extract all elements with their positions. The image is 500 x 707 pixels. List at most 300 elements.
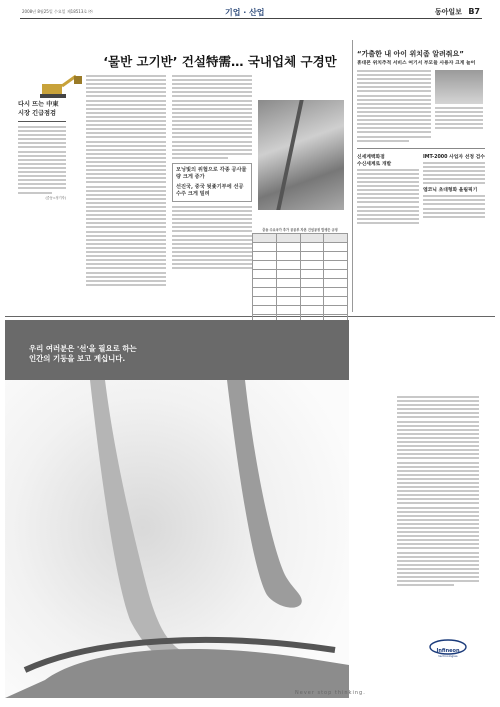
text-line <box>357 119 431 121</box>
table-cell <box>276 288 300 297</box>
text-line <box>397 502 479 504</box>
text-line <box>397 511 479 513</box>
text-line <box>397 421 479 423</box>
text-line <box>18 183 66 185</box>
text-line <box>172 120 252 122</box>
text-line <box>86 206 166 208</box>
text-line <box>357 82 431 84</box>
text-line <box>397 396 479 398</box>
ad-slogan: Never stop thinking. <box>295 690 366 696</box>
text-line <box>397 490 479 492</box>
text-line <box>357 78 431 80</box>
right-subcolumn <box>357 70 431 144</box>
text-line <box>86 116 166 118</box>
text-line <box>86 75 166 77</box>
text-line <box>18 134 66 136</box>
page-header <box>20 6 482 19</box>
text-line <box>172 116 252 118</box>
text-line <box>172 243 252 245</box>
right-section-title: IMT-2000 사업자 선정 검수 <box>423 154 485 160</box>
text-line <box>86 177 166 179</box>
right-section-rule <box>357 148 485 149</box>
text-line <box>357 140 409 142</box>
table-cell <box>253 306 277 315</box>
text-line <box>86 141 166 143</box>
text-line <box>86 145 166 147</box>
excavator-tracks <box>40 94 66 98</box>
text-line <box>172 239 252 241</box>
text-line <box>357 131 431 133</box>
text-line <box>172 157 228 159</box>
text-line <box>86 165 166 167</box>
text-line <box>86 280 166 282</box>
text-line <box>86 267 166 269</box>
text-line <box>397 412 479 414</box>
table-row <box>253 288 348 297</box>
text-line <box>423 162 485 164</box>
text-line <box>86 259 166 261</box>
text-line <box>86 194 166 196</box>
text-line <box>86 83 166 85</box>
text-line <box>172 222 252 224</box>
text-line <box>357 169 419 171</box>
text-line <box>172 263 252 265</box>
text-line <box>172 108 252 110</box>
text-line <box>86 149 166 151</box>
text-line <box>86 157 166 159</box>
right-subcolumn <box>423 153 485 226</box>
text-line <box>397 445 479 447</box>
text-line <box>357 197 419 199</box>
text-line <box>86 104 166 106</box>
table-row <box>253 234 348 243</box>
text-line <box>397 425 479 427</box>
text-line <box>357 123 431 125</box>
right-section-title: 신세계백화점 <box>357 154 385 160</box>
text-line <box>172 218 252 220</box>
text-line <box>86 108 166 110</box>
text-line <box>86 95 166 97</box>
article-column-1 <box>86 75 166 307</box>
table-cell <box>324 261 348 270</box>
sidebar-box-title: 모닝빛의 위협으로 각종 공사물량 크게 증가 <box>176 166 247 180</box>
table-cell <box>276 279 300 288</box>
left-column-title: 다시 뜨는 中東 시장 긴급점검 <box>18 101 59 117</box>
text-line <box>86 231 166 233</box>
text-line <box>172 132 252 134</box>
text-line <box>397 486 479 488</box>
text-line <box>435 127 483 129</box>
text-line <box>397 482 479 484</box>
ad-photo <box>5 320 349 698</box>
table-cell <box>324 243 348 252</box>
right-section-title: 수신세계로 개발 <box>357 161 392 167</box>
table-cell <box>300 261 324 270</box>
table-cell <box>253 252 277 261</box>
construction-photo <box>258 100 344 210</box>
text-line <box>86 190 166 192</box>
text-line <box>397 466 479 468</box>
text-line <box>86 169 166 171</box>
text-line <box>86 239 166 241</box>
right-quote-headline: “가출한 내 아이 위치좀 알려줘요” <box>357 50 464 58</box>
right-section-title: 엠코닉 초대형화 올림픽기 <box>423 188 478 194</box>
text-line <box>18 155 66 157</box>
text-line <box>397 462 479 464</box>
text-line <box>18 146 66 148</box>
column-divider <box>352 40 353 312</box>
masthead <box>435 7 480 17</box>
text-line <box>18 179 66 181</box>
text-line <box>172 87 252 89</box>
table-cell <box>253 243 277 252</box>
text-line <box>357 185 419 187</box>
table-cell <box>324 252 348 261</box>
text-line <box>397 507 479 509</box>
table-title: 중동 주요국가 추가 공공부 자본 건설공정 발생은 규정 <box>262 228 338 232</box>
page-number: B7 <box>468 7 480 16</box>
text-line <box>18 175 66 177</box>
text-line <box>172 226 252 228</box>
text-line <box>86 222 166 224</box>
text-line <box>397 433 479 435</box>
text-line <box>86 226 166 228</box>
table-cell <box>300 234 324 243</box>
table-cell <box>300 270 324 279</box>
text-line <box>172 206 252 208</box>
table-cell <box>253 261 277 270</box>
table-cell <box>300 252 324 261</box>
text-line <box>18 192 52 194</box>
text-line <box>18 138 66 140</box>
right-photo-column <box>435 70 483 144</box>
text-line <box>86 153 166 155</box>
text-line <box>172 112 252 114</box>
text-line <box>172 153 252 155</box>
text-line <box>397 408 479 410</box>
text-line <box>86 112 166 114</box>
table-cell <box>276 243 300 252</box>
text-line <box>357 107 431 109</box>
table-row <box>253 306 348 315</box>
text-line <box>18 126 66 128</box>
text-line <box>397 556 479 558</box>
text-line <box>18 151 66 153</box>
text-line <box>397 580 479 582</box>
ad-body-copy <box>397 396 479 626</box>
text-line <box>397 404 479 406</box>
text-line <box>397 527 479 529</box>
text-line <box>86 198 166 200</box>
text-line <box>172 83 252 85</box>
text-line <box>172 141 252 143</box>
table-cell <box>253 270 277 279</box>
phone-photo <box>435 70 483 104</box>
text-line <box>18 130 66 132</box>
text-line <box>397 457 479 459</box>
text-line <box>172 136 252 138</box>
table-cell <box>300 297 324 306</box>
text-line <box>86 247 166 249</box>
table-row <box>253 252 348 261</box>
text-line <box>423 166 485 168</box>
data-table <box>252 233 348 324</box>
text-line <box>397 568 479 570</box>
text-line <box>86 251 166 253</box>
table-row <box>253 297 348 306</box>
right-foot <box>227 380 302 608</box>
text-line <box>86 173 166 175</box>
text-line <box>357 181 419 183</box>
text-line <box>357 218 419 220</box>
right-subcolumn <box>357 153 419 226</box>
text-line <box>397 474 479 476</box>
text-line <box>172 95 252 97</box>
text-line <box>172 235 252 237</box>
text-line <box>357 74 431 76</box>
text-line <box>172 124 252 126</box>
text-line <box>86 210 166 212</box>
text-line <box>357 201 419 203</box>
text-line <box>357 90 431 92</box>
ad-feet-illustration <box>5 320 349 698</box>
text-line <box>357 210 419 212</box>
text-line <box>86 284 166 286</box>
text-line <box>357 214 419 216</box>
table-cell <box>253 297 277 306</box>
right-text-block-2 <box>357 153 485 226</box>
text-line <box>397 523 479 525</box>
text-line <box>397 429 479 431</box>
table-cell <box>276 234 300 243</box>
text-line <box>86 243 166 245</box>
text-line <box>397 441 479 443</box>
table-row <box>253 243 348 252</box>
text-line <box>423 199 485 201</box>
ad-tagline <box>29 344 209 364</box>
text-line <box>357 95 431 97</box>
text-line <box>357 177 419 179</box>
text-line <box>397 494 479 496</box>
text-line <box>397 547 479 549</box>
text-line <box>86 124 166 126</box>
text-line <box>423 212 485 214</box>
text-line <box>423 195 485 197</box>
text-line <box>172 230 252 232</box>
text-line <box>86 235 166 237</box>
text-line <box>172 149 252 151</box>
text-line <box>172 104 252 106</box>
table-cell <box>324 270 348 279</box>
text-line <box>397 470 479 472</box>
table-cell <box>253 288 277 297</box>
byline: (중동=정기자) <box>45 195 66 200</box>
text-line <box>172 100 252 102</box>
text-line <box>172 259 252 261</box>
text-line <box>86 87 166 89</box>
text-line <box>423 174 485 176</box>
excavator-illustration <box>36 72 86 100</box>
text-line <box>397 560 479 562</box>
text-line <box>397 515 479 517</box>
text-line <box>397 535 479 537</box>
text-line <box>18 159 66 161</box>
text-line <box>397 498 479 500</box>
text-line <box>86 132 166 134</box>
text-line <box>86 100 166 102</box>
text-line <box>86 79 166 81</box>
page-divider <box>5 316 495 317</box>
text-line <box>18 171 66 173</box>
text-line <box>357 127 431 129</box>
text-line <box>435 111 483 113</box>
text-line <box>86 91 166 93</box>
text-line <box>397 552 479 554</box>
text-line <box>423 208 485 210</box>
text-line <box>397 576 479 578</box>
excavator-arm <box>62 76 76 86</box>
paper-name: 동아일보 <box>434 8 462 16</box>
text-line <box>172 267 252 269</box>
text-line <box>397 449 479 451</box>
main-headline: ‘물반 고기반’ 건설特需… 국내업체 구경만 <box>103 54 337 69</box>
text-line <box>423 178 485 180</box>
sidebar-box <box>172 163 252 202</box>
text-line <box>357 206 419 208</box>
text-line <box>435 115 483 117</box>
text-line <box>397 453 479 455</box>
text-line <box>357 103 431 105</box>
left-foot <box>90 380 185 663</box>
text-line <box>357 115 431 117</box>
table-cell <box>276 306 300 315</box>
text-line <box>357 173 419 175</box>
right-subhead: 휴대폰 위치추적 서비스 여기서 부모들 사용자 크게 늘어 <box>357 61 476 66</box>
text-line <box>18 167 66 169</box>
text-line <box>172 128 252 130</box>
section-title: 기업 · 산업 <box>225 8 265 17</box>
table-row <box>253 279 348 288</box>
article-column-2 <box>172 75 252 307</box>
text-line <box>86 161 166 163</box>
text-line <box>172 251 252 253</box>
text-line <box>86 276 166 278</box>
text-line <box>357 70 431 72</box>
text-line <box>423 216 485 218</box>
text-line <box>397 539 479 541</box>
text-line <box>172 79 252 81</box>
text-line <box>172 91 252 93</box>
table-cell <box>324 288 348 297</box>
table-cell <box>276 297 300 306</box>
text-line <box>86 263 166 265</box>
ad-tagline-line-1: 우리 여러분은 '선'을 필요로 하는 <box>29 344 137 353</box>
text-line <box>172 145 252 147</box>
text-line <box>86 136 166 138</box>
text-line <box>172 255 252 257</box>
text-line <box>397 543 479 545</box>
text-line <box>18 163 66 165</box>
table-cell <box>324 297 348 306</box>
table-cell <box>276 252 300 261</box>
text-line <box>423 182 485 184</box>
text-line <box>86 214 166 216</box>
brand-logo <box>428 638 468 666</box>
text-line <box>357 222 419 224</box>
left-column <box>18 100 66 270</box>
text-line <box>397 400 479 402</box>
text-line <box>172 75 252 77</box>
text-line <box>357 136 431 138</box>
text-line <box>172 210 252 212</box>
text-line <box>435 107 483 109</box>
text-line <box>86 186 166 188</box>
text-line <box>435 119 483 121</box>
text-line <box>397 584 454 586</box>
photo-rail <box>276 100 303 210</box>
text-line <box>172 247 252 249</box>
table-row <box>253 261 348 270</box>
table-cell <box>324 279 348 288</box>
sidebar-box-subtitle: 선진국, 중국 뒷좇기부에 선공수주 크게 밀려 <box>176 183 244 197</box>
text-line <box>86 202 166 204</box>
text-line <box>357 111 431 113</box>
text-line <box>18 187 66 189</box>
table-cell <box>324 306 348 315</box>
text-line <box>86 272 166 274</box>
excavator-bucket <box>74 76 82 84</box>
text-line <box>86 120 166 122</box>
text-line <box>18 142 66 144</box>
right-column <box>357 60 485 310</box>
text-line <box>86 218 166 220</box>
table-cell <box>276 261 300 270</box>
table-row <box>253 270 348 279</box>
data-table-block <box>252 228 348 324</box>
excavator-body <box>42 84 62 94</box>
text-line <box>397 478 479 480</box>
issue-date: 2008년 8월25일 수요일 제18513호 ㈜ <box>22 9 93 14</box>
brand-name: Infineon <box>436 648 460 654</box>
brand-subname: technologies <box>438 654 458 658</box>
text-line <box>357 189 419 191</box>
table-cell <box>300 243 324 252</box>
text-line <box>397 437 479 439</box>
text-line <box>357 193 419 195</box>
text-line <box>86 181 166 183</box>
text-line <box>86 128 166 130</box>
text-line <box>423 203 485 205</box>
text-line <box>397 531 479 533</box>
text-line <box>423 170 485 172</box>
text-line <box>397 564 479 566</box>
table-cell <box>300 279 324 288</box>
text-line <box>397 416 479 418</box>
ad-tagline-line-2: 인간의 기둥을 보고 계십니다. <box>29 354 126 363</box>
right-text-block-1 <box>357 70 485 144</box>
table-cell <box>253 279 277 288</box>
text-line <box>172 214 252 216</box>
text-line <box>86 255 166 257</box>
text-line <box>435 123 483 125</box>
table-cell <box>276 270 300 279</box>
table-cell <box>324 234 348 243</box>
table-cell <box>300 306 324 315</box>
text-line <box>397 572 479 574</box>
text-line <box>357 99 431 101</box>
table-cell <box>300 288 324 297</box>
text-line <box>397 519 479 521</box>
